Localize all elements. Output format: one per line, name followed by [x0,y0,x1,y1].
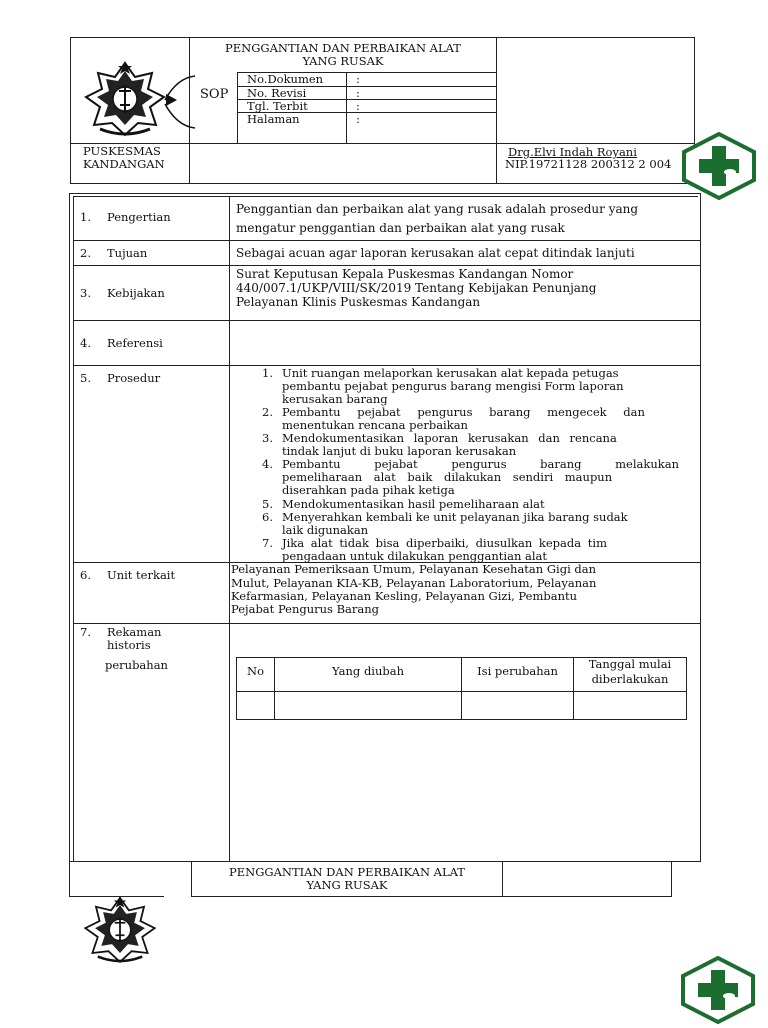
history-header-no: No [247,664,264,678]
unit-terkait-line: Mulut, Pelayanan KIA-KB, Pelayanan Laboratorium, Pelayanan [231,576,597,590]
puskesmas-cross-logo-icon [680,956,756,1024]
row-number-referensi: 4. [80,336,91,350]
history-header-tanggal-line1: Tanggal mulai [588,657,672,671]
step-number: 7. [262,536,273,550]
field-label-tgl-terbit: Tgl. Terbit [247,99,308,113]
document-title-line1: PENGGANTIAN DAN PERBAIKAN ALAT [225,41,461,55]
unit-terkait-line: Pejabat Pengurus Barang [231,602,380,616]
row-number-unit-terkait: 6. [80,568,91,582]
kebijakan-content-line1: Surat Keputusan Kepala Puskesmas Kandangan Nomor [236,267,574,281]
sop-label: SOP [200,87,229,102]
step-number: 2. [262,405,273,419]
kebijakan-content-line3: Pelayanan Klinis Puskesmas Kandangan [236,295,481,309]
row-label-unit-terkait: Unit terkait [107,568,176,582]
field-sep-no-dokumen: : [356,72,360,86]
puskesmas-cross-logo-icon [682,132,756,200]
step-line: tindak lanjut di buku laporan kerusakan [282,444,517,458]
field-sep-no-revisi: : [356,86,360,100]
step-line: Menyerahkan kembali ke unit pelayanan jika barang sudak [282,510,628,524]
sop-bracket [163,74,197,130]
signer-nip: NIP.19721128 200312 2 004 [505,157,672,171]
document-title-line2: YANG RUSAK [302,54,384,68]
field-label-halaman: Halaman [247,112,300,126]
row-label-referensi: Referensi [107,336,163,350]
step-number: 4. [262,457,273,471]
field-sep-halaman: : [356,112,360,126]
step-line: Pembantu pejabat pengurus barang melakukan [282,457,679,471]
row-number-kebijakan: 3. [80,286,91,300]
page2-title-line2: YANG RUSAK [306,878,388,892]
kebijakan-content-line2: 440/007.1/UKP/VIII/SK/2019 Tentang Kebijakan Penunjang [236,281,597,295]
pengertian-content-line2: mengatur penggantian dan perbaikan alat yang rusak [236,221,565,235]
step-number: 3. [262,431,273,445]
step-number: 5. [262,497,273,511]
step-line: menentukan rencana perbaikan [282,418,468,432]
unit-terkait-line: Pelayanan Pemeriksaan Umum, Pelayanan Kesehatan Gigi dan [231,562,597,576]
history-header-isi-perubahan: Isi perubahan [477,664,558,678]
step-line: laik digunakan [282,523,369,537]
row-number-tujuan: 2. [80,246,91,260]
row-label-prosedur: Prosedur [107,371,161,385]
step-line: Unit ruangan melaporkan kerusakan alat kepada petugas [282,366,619,380]
row-label-tujuan: Tujuan [107,246,148,260]
unit-terkait-line: Kefarmasian, Pelayanan Kesling, Pelayanan Gizi, Pembantu [231,589,578,603]
signer-name: Drg.Elvi Indah Royani [508,145,637,159]
row-number-pengertian: 1. [80,210,91,224]
step-line: pemeliharaan alat baik dilakukan sendiri maupun [282,470,613,484]
row-number-prosedur: 5. [80,371,91,385]
row-label-kebijakan: Kebijakan [107,286,165,300]
row-label-pengertian: Pengertian [107,210,171,224]
step-line: diserahkan pada pihak ketiga [282,483,455,497]
step-line: Jika alat tidak bisa diperbaiki, diusulkan kepada tim [282,536,607,550]
step-number: 6. [262,510,273,524]
history-header-tanggal-line2: diberlakukan [591,672,669,686]
field-label-no-dokumen: No.Dokumen [247,72,324,86]
regency-emblem-icon [80,57,170,139]
step-line: pengadaan untuk dilakukan penggantian alat [282,549,548,563]
history-header-yang-diubah: Yang diubah [331,664,405,678]
row-label-rekaman-line3: perubahan [105,658,168,672]
page2-title-line1: PENGGANTIAN DAN PERBAIKAN ALAT [229,865,465,879]
step-line: kerusakan barang [282,392,388,406]
row-label-rekaman-line2: historis [107,638,151,652]
field-sep-tgl-terbit: : [356,99,360,113]
step-line: Mendokumentasikan hasil pemeliharaan alat [282,497,545,511]
field-label-no-revisi: No. Revisi [247,86,307,100]
step-line: pembantu pejabat pengurus barang mengisi Form laporan [282,379,624,393]
step-number: 1. [262,366,273,380]
row-number-rekaman: 7. [80,625,91,639]
org-name-line1: PUSKESMAS [83,144,161,158]
org-name-line2: KANDANGAN [83,157,165,171]
row-label-rekaman-line1: Rekaman [107,625,162,639]
tujuan-content: Sebagai acuan agar laporan kerusakan alat cepat ditindak lanjuti [236,246,635,260]
regency-emblem-icon [80,888,160,970]
step-line: Pembantu pejabat pengurus barang mengecek dan [282,405,645,419]
pengertian-content-line1: Penggantian dan perbaikan alat yang rusak adalah prosedur yang [236,202,639,216]
step-line: Mendokumentasikan laporan kerusakan dan rencana [282,431,617,445]
